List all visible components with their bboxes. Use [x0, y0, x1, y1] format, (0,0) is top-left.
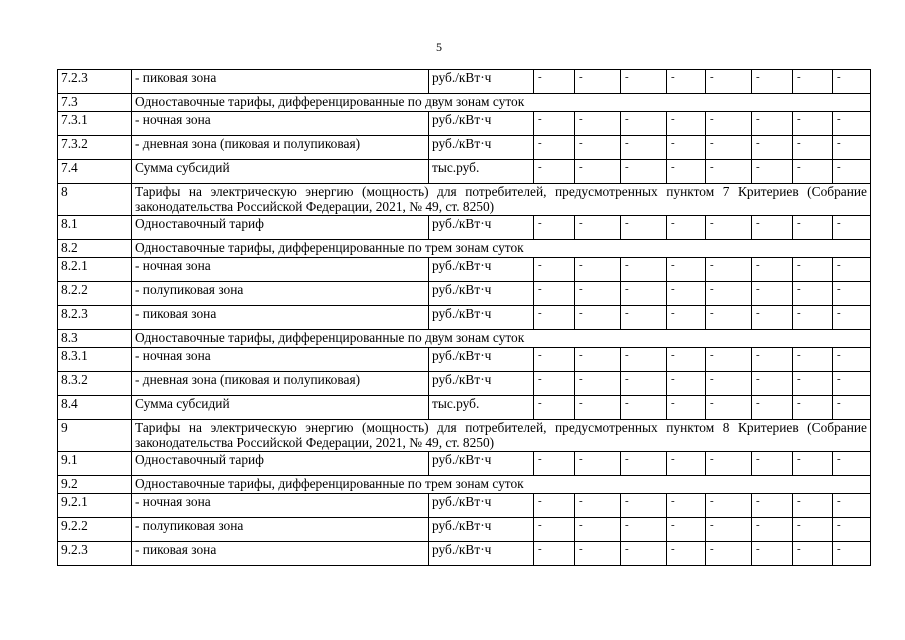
row-code: 8.3.1 [58, 348, 132, 372]
table-row [58, 216, 871, 240]
row-code: 8.2 [58, 240, 132, 258]
row-unit: руб./кВт·ч [429, 494, 534, 518]
value-cell: - [667, 348, 706, 372]
value-cell: - [621, 452, 667, 476]
row-unit: руб./кВт·ч [429, 452, 534, 476]
value-cell: - [667, 372, 706, 396]
value-cell: - [575, 348, 621, 372]
value-cell: - [534, 452, 575, 476]
table-row [58, 240, 871, 258]
value-cell: - [575, 518, 621, 542]
row-name: Одноставочный тариф [132, 452, 429, 476]
table-row [58, 494, 871, 518]
value-cell: - [793, 452, 833, 476]
value-cell: - [667, 112, 706, 136]
table-row [58, 70, 871, 94]
row-unit: руб./кВт·ч [429, 372, 534, 396]
table-row [58, 112, 871, 136]
row-unit: руб./кВт·ч [429, 542, 534, 566]
value-cell: - [833, 518, 871, 542]
value-cell: - [534, 282, 575, 306]
table-row [58, 160, 871, 184]
value-cell: - [793, 216, 833, 240]
value-cell: - [793, 396, 833, 420]
value-cell: - [706, 70, 752, 94]
value-cell: - [575, 372, 621, 396]
value-cell: - [667, 494, 706, 518]
row-name: Сумма субсидий [132, 160, 429, 184]
value-cell: - [575, 136, 621, 160]
value-cell: - [667, 452, 706, 476]
value-cell: - [833, 160, 871, 184]
row-code: 8.3.2 [58, 372, 132, 396]
value-cell: - [793, 494, 833, 518]
table-row [58, 452, 871, 476]
value-cell: - [621, 348, 667, 372]
value-cell: - [575, 216, 621, 240]
value-cell: - [575, 112, 621, 136]
value-cell: - [621, 372, 667, 396]
value-cell: - [833, 452, 871, 476]
table-row [58, 306, 871, 330]
value-cell: - [621, 306, 667, 330]
value-cell: - [833, 136, 871, 160]
table-row [58, 420, 871, 452]
value-cell: - [621, 216, 667, 240]
value-cell: - [706, 396, 752, 420]
value-cell: - [706, 216, 752, 240]
row-code: 9 [58, 420, 132, 452]
section-title: Одноставочные тарифы, дифференцированные по трем зонам суток [132, 240, 871, 258]
value-cell: - [667, 136, 706, 160]
value-cell: - [793, 372, 833, 396]
row-name: - ночная зона [132, 348, 429, 372]
row-name: - пиковая зона [132, 70, 429, 94]
value-cell: - [706, 112, 752, 136]
value-cell: - [667, 396, 706, 420]
value-cell: - [833, 542, 871, 566]
row-name: - пиковая зона [132, 306, 429, 330]
table-row [58, 542, 871, 566]
value-cell: - [706, 282, 752, 306]
value-cell: - [667, 282, 706, 306]
row-code: 7.3 [58, 94, 132, 112]
value-cell: - [534, 112, 575, 136]
value-cell: - [621, 70, 667, 94]
value-cell: - [752, 396, 793, 420]
row-unit: руб./кВт·ч [429, 216, 534, 240]
value-cell: - [575, 494, 621, 518]
value-cell: - [706, 452, 752, 476]
row-unit: руб./кВт·ч [429, 348, 534, 372]
row-name: Одноставочный тариф [132, 216, 429, 240]
value-cell: - [833, 70, 871, 94]
value-cell: - [534, 518, 575, 542]
value-cell: - [621, 112, 667, 136]
table-row [58, 94, 871, 112]
row-name: - пиковая зона [132, 542, 429, 566]
section-title: Одноставочные тарифы, дифференцированные по двум зонам суток [132, 94, 871, 112]
row-code: 8.4 [58, 396, 132, 420]
table-row [58, 476, 871, 494]
row-code: 8.2.1 [58, 258, 132, 282]
row-unit: тыс.руб. [429, 396, 534, 420]
value-cell: - [793, 282, 833, 306]
table-body [58, 70, 871, 566]
value-cell: - [752, 282, 793, 306]
value-cell: - [833, 348, 871, 372]
row-name: - полупиковая зона [132, 282, 429, 306]
value-cell: - [706, 518, 752, 542]
value-cell: - [706, 372, 752, 396]
value-cell: - [667, 216, 706, 240]
value-cell: - [575, 306, 621, 330]
value-cell: - [534, 136, 575, 160]
value-cell: - [833, 396, 871, 420]
value-cell: - [752, 258, 793, 282]
value-cell: - [793, 112, 833, 136]
value-cell: - [793, 160, 833, 184]
row-name: - дневная зона (пиковая и полупиковая) [132, 136, 429, 160]
value-cell: - [706, 136, 752, 160]
table-row [58, 258, 871, 282]
value-cell: - [793, 70, 833, 94]
value-cell: - [706, 542, 752, 566]
table-row [58, 396, 871, 420]
value-cell: - [575, 160, 621, 184]
value-cell: - [833, 372, 871, 396]
value-cell: - [833, 112, 871, 136]
table-row [58, 348, 871, 372]
value-cell: - [621, 282, 667, 306]
row-unit: руб./кВт·ч [429, 258, 534, 282]
value-cell: - [706, 306, 752, 330]
value-cell: - [534, 216, 575, 240]
value-cell: - [667, 258, 706, 282]
value-cell: - [621, 542, 667, 566]
row-name: - ночная зона [132, 494, 429, 518]
value-cell: - [575, 396, 621, 420]
section-title: Тарифы на электрическую энергию (мощность) для потребителей, предусмотренных пунктом 8 Критериев (Собрание законодательства Российской Федерации, 2021, № 49, ст. 8250) [132, 420, 871, 452]
row-unit: руб./кВт·ч [429, 518, 534, 542]
value-cell: - [833, 306, 871, 330]
value-cell: - [752, 494, 793, 518]
value-cell: - [534, 396, 575, 420]
value-cell: - [793, 136, 833, 160]
row-code: 9.2.1 [58, 494, 132, 518]
value-cell: - [793, 348, 833, 372]
value-cell: - [575, 70, 621, 94]
value-cell: - [752, 160, 793, 184]
row-name: Сумма субсидий [132, 396, 429, 420]
value-cell: - [833, 258, 871, 282]
value-cell: - [793, 542, 833, 566]
section-title: Тарифы на электрическую энергию (мощность) для потребителей, предусмотренных пунктом 7 Критериев (Собрание законодательства Российской Федерации, 2021, № 49, ст. 8250) [132, 184, 871, 216]
section-title: Одноставочные тарифы, дифференцированные по двум зонам суток [132, 330, 871, 348]
row-name: - ночная зона [132, 112, 429, 136]
value-cell: - [667, 306, 706, 330]
table-row [58, 518, 871, 542]
value-cell: - [752, 452, 793, 476]
value-cell: - [752, 136, 793, 160]
value-cell: - [534, 306, 575, 330]
value-cell: - [534, 160, 575, 184]
value-cell: - [534, 542, 575, 566]
row-code: 7.3.2 [58, 136, 132, 160]
value-cell: - [706, 258, 752, 282]
value-cell: - [667, 518, 706, 542]
value-cell: - [575, 542, 621, 566]
value-cell: - [752, 70, 793, 94]
row-name: - полупиковая зона [132, 518, 429, 542]
row-code: 8.3 [58, 330, 132, 348]
value-cell: - [621, 518, 667, 542]
value-cell: - [534, 348, 575, 372]
value-cell: - [793, 258, 833, 282]
table-row [58, 136, 871, 160]
value-cell: - [621, 136, 667, 160]
value-cell: - [667, 542, 706, 566]
value-cell: - [534, 494, 575, 518]
row-unit: руб./кВт·ч [429, 136, 534, 160]
row-name: - дневная зона (пиковая и полупиковая) [132, 372, 429, 396]
row-code: 9.2 [58, 476, 132, 494]
table-row [58, 330, 871, 348]
value-cell: - [534, 258, 575, 282]
value-cell: - [667, 160, 706, 184]
tariff-table [57, 69, 871, 566]
value-cell: - [793, 518, 833, 542]
value-cell: - [534, 372, 575, 396]
row-code: 9.1 [58, 452, 132, 476]
row-code: 8.1 [58, 216, 132, 240]
row-code: 8 [58, 184, 132, 216]
value-cell: - [752, 216, 793, 240]
value-cell: - [833, 282, 871, 306]
value-cell: - [833, 216, 871, 240]
section-title: Одноставочные тарифы, дифференцированные по трем зонам суток [132, 476, 871, 494]
value-cell: - [833, 494, 871, 518]
value-cell: - [706, 494, 752, 518]
value-cell: - [752, 348, 793, 372]
row-unit: тыс.руб. [429, 160, 534, 184]
value-cell: - [621, 494, 667, 518]
row-code: 8.2.3 [58, 306, 132, 330]
value-cell: - [752, 306, 793, 330]
value-cell: - [706, 348, 752, 372]
value-cell: - [575, 282, 621, 306]
row-code: 7.4 [58, 160, 132, 184]
value-cell: - [752, 372, 793, 396]
row-code: 8.2.2 [58, 282, 132, 306]
row-name: - ночная зона [132, 258, 429, 282]
table-row [58, 184, 871, 216]
value-cell: - [621, 160, 667, 184]
value-cell: - [575, 258, 621, 282]
row-code: 9.2.3 [58, 542, 132, 566]
row-unit: руб./кВт·ч [429, 306, 534, 330]
page-number: 5 [436, 40, 442, 54]
row-code: 7.2.3 [58, 70, 132, 94]
value-cell: - [752, 542, 793, 566]
row-unit: руб./кВт·ч [429, 282, 534, 306]
value-cell: - [534, 70, 575, 94]
value-cell: - [752, 518, 793, 542]
value-cell: - [752, 112, 793, 136]
value-cell: - [706, 160, 752, 184]
value-cell: - [793, 306, 833, 330]
row-code: 9.2.2 [58, 518, 132, 542]
table-row [58, 372, 871, 396]
value-cell: - [621, 258, 667, 282]
table-row [58, 282, 871, 306]
row-code: 7.3.1 [58, 112, 132, 136]
value-cell: - [667, 70, 706, 94]
value-cell: - [575, 452, 621, 476]
row-unit: руб./кВт·ч [429, 70, 534, 94]
row-unit: руб./кВт·ч [429, 112, 534, 136]
value-cell: - [621, 396, 667, 420]
